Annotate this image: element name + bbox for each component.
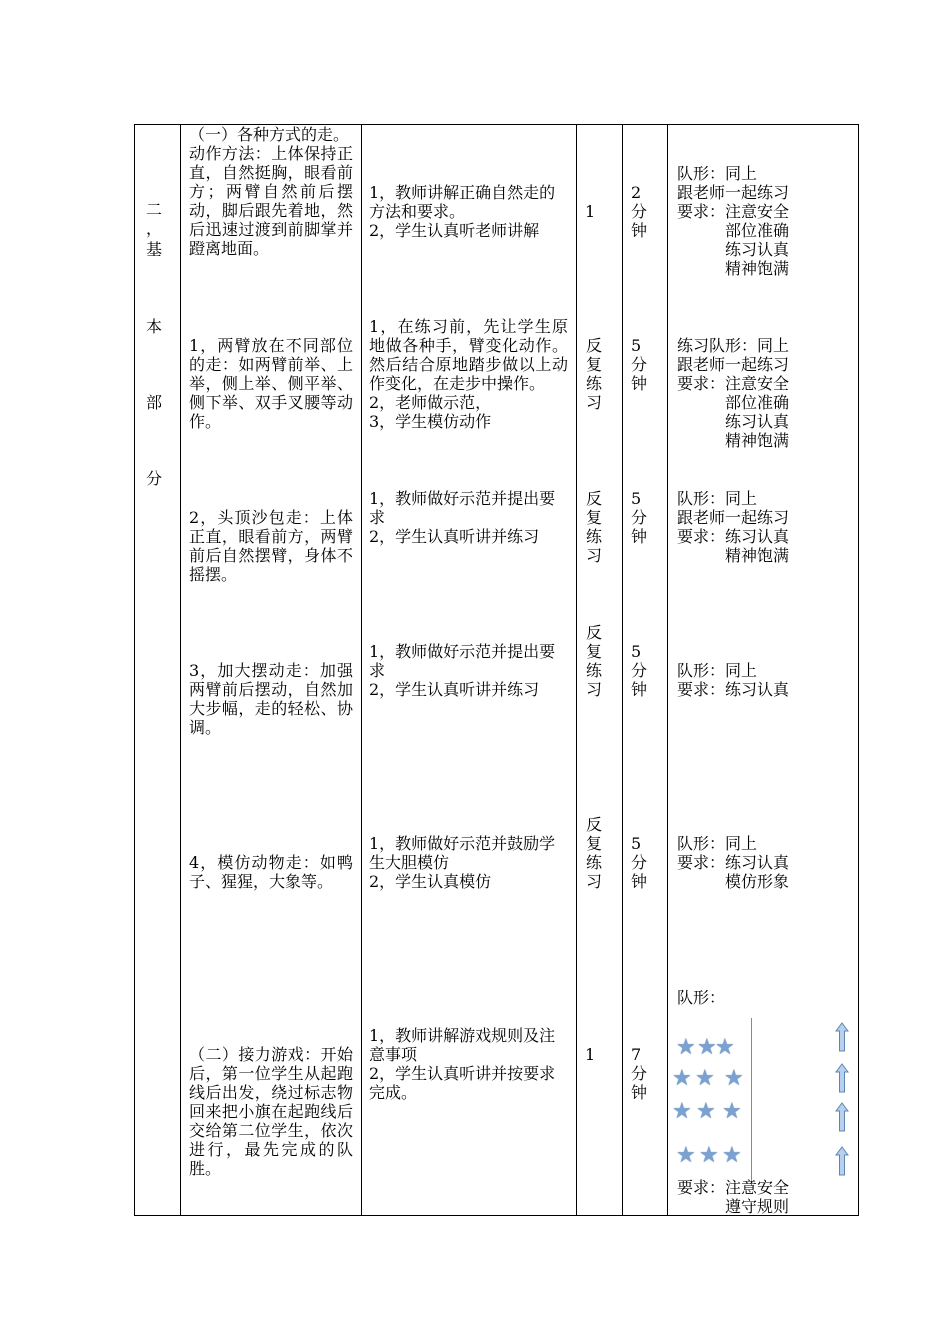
duration-cell: 7 分 钟: [631, 1045, 648, 1102]
star-icon: ★: [672, 1099, 692, 1124]
duration-cell: 5 分 钟: [631, 642, 648, 699]
times-cell: 1: [585, 202, 596, 221]
section-label-char: 分: [146, 469, 163, 488]
method-cell: 1，教师做好示范并提出要求 2，学生认真听讲并练习: [369, 642, 556, 699]
star-icon: ★: [695, 1066, 715, 1091]
content-cell: 3，加大摆动走：加强两臂前后摆动，自然加大步幅，走的轻松、协调。: [189, 661, 353, 737]
star-icon: ★: [722, 1143, 742, 1168]
star-icon: ★: [699, 1143, 719, 1168]
up-arrow-icon: [835, 1102, 849, 1132]
method-cell: 1，教师做好示范并鼓励学生大胆模仿 2，学生认真模仿: [369, 834, 556, 891]
section-label-char: 本: [146, 317, 163, 336]
duration-cell: 5 分 钟: [631, 834, 648, 891]
organization-cell: 队形：同上 跟老师一起练习 要求：注意安全 部位准确 练习认真 精神饱满: [677, 164, 790, 278]
content-cell: 4，模仿动物走：如鸭子、猩猩，大象等。: [189, 853, 353, 891]
content-cell: 2，头顶沙包走：上体正直，眼看前方，两臂前后自然摆臂，身体不摇摆。: [189, 508, 353, 584]
up-arrow-icon: [835, 1022, 849, 1052]
times-cell: 反 复 练 习: [586, 336, 603, 412]
section-label-char: ，: [146, 219, 163, 238]
duration-cell: 2 分 钟: [631, 183, 648, 240]
star-icon: ★: [672, 1066, 692, 1091]
times-cell: 1: [585, 1045, 596, 1064]
star-icon: ★: [724, 1066, 744, 1091]
column-divider: [576, 125, 577, 1215]
column-divider: [361, 125, 362, 1215]
star-icon: ★: [676, 1035, 696, 1060]
organization-label: 队形：: [677, 988, 726, 1007]
star-icon: ★: [696, 1099, 716, 1124]
content-cell: （一）各种方式的走。 动作方法：上体保持正直，自然挺胸，眼看前方；两臂自然前后摆动，脚后跟先着地，然后迅速过渡到前脚掌并蹬离地面。: [189, 125, 353, 258]
star-icon: ★: [722, 1099, 742, 1124]
method-cell: 1，教师讲解游戏规则及注意事项 2，学生认真听讲并按要求完成。: [369, 1026, 556, 1102]
up-arrow-icon: [835, 1146, 849, 1176]
times-cell: 反 复 练 习: [586, 623, 603, 699]
method-cell: 1，教师做好示范并提出要求 2，学生认真听讲并练习: [369, 489, 556, 546]
times-cell: 反 复 练 习: [586, 815, 603, 891]
organization-cell: 队形：同上 要求：练习认真 模仿形象: [677, 834, 790, 891]
section-label-char: 二: [146, 200, 163, 219]
method-cell: 1，在练习前，先让学生原地做各种手，臂变化动作。然后结合原地踏步做以上动作变化，在走步中操作。 2，老师做示范， 3，学生模仿动作: [369, 317, 568, 431]
star-icon: ★: [697, 1035, 717, 1060]
duration-cell: 5 分 钟: [631, 489, 648, 546]
method-cell: 1，教师讲解正确自然走的方法和要求。 2，学生认真听老师讲解: [369, 183, 556, 240]
star-icon: ★: [676, 1143, 696, 1168]
up-arrow-icon: [835, 1063, 849, 1093]
organization-cell: 练习队形：同上 跟老师一起练习 要求：注意安全 部位准确 练习认真 精神饱满: [677, 336, 790, 450]
content-cell: （二）接力游戏：开始后，第一位学生从起跑线后出发，绕过标志物回来把小旗在起跑线后交给第二位学生，依次进行，最先完成的队胜。: [189, 1045, 353, 1178]
column-divider: [667, 125, 668, 1215]
star-icon: ★: [715, 1035, 735, 1060]
section-label-char: 基: [146, 240, 163, 259]
times-cell: 反 复 练 习: [586, 489, 603, 565]
start-line: [751, 1018, 752, 1186]
section-label-char: 部: [146, 393, 163, 412]
content-cell: 1，两臂放在不同部位的走：如两臂前举、上举，侧上举、侧平举、侧下举、双手叉腰等动作。: [189, 336, 353, 431]
duration-cell: 5 分 钟: [631, 336, 648, 393]
column-divider: [180, 125, 181, 1215]
organization-cell: 队形：同上 跟老师一起练习 要求：练习认真 精神饱满: [677, 489, 790, 565]
organization-cell: 要求：注意安全 遵守规则: [677, 1178, 790, 1216]
column-divider: [622, 125, 623, 1215]
organization-cell: 队形：同上 要求：练习认真: [677, 661, 790, 699]
